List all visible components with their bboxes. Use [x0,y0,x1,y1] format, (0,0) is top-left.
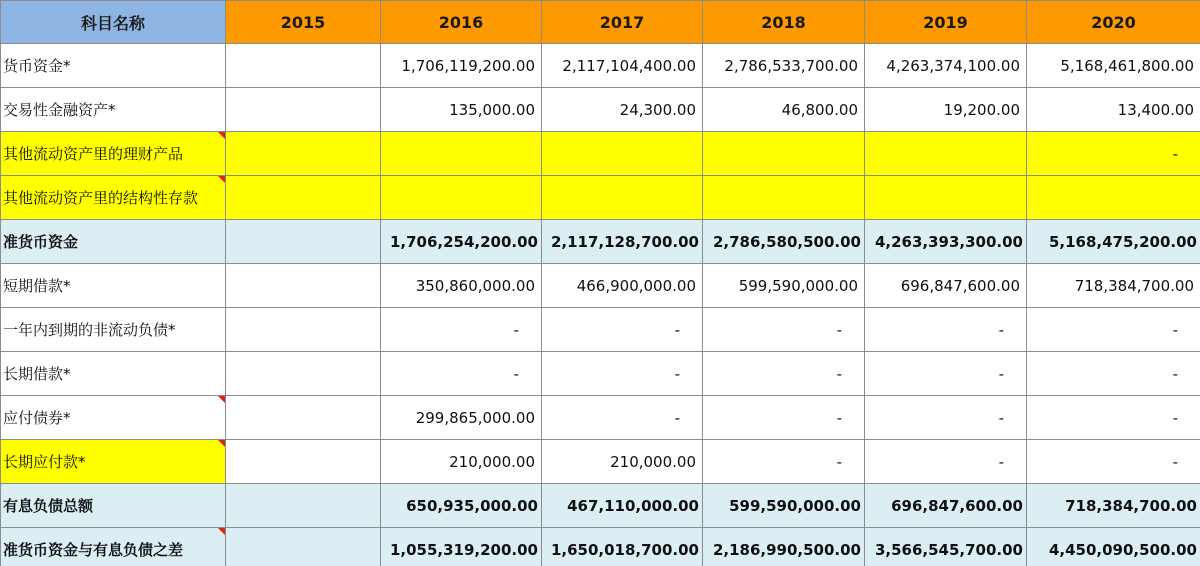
value-cell[interactable]: 4,263,374,100.00 [865,44,1027,88]
value-cell[interactable] [226,308,381,352]
value-cell[interactable]: 4,450,090,500.00 [1027,528,1200,566]
value-cell[interactable]: - [703,308,865,352]
row-label-cell[interactable]: 其他流动资产里的结构性存款 [1,176,226,220]
value-cell[interactable] [226,44,381,88]
value-cell[interactable]: - [1027,132,1200,176]
value-cell[interactable] [703,176,865,220]
value-cell[interactable] [226,220,381,264]
value-cell[interactable]: 599,590,000.00 [703,264,865,308]
table-row-subtotal [1,484,1200,528]
value-cell[interactable]: 1,055,319,200.00 [381,528,542,566]
value-cell[interactable]: 696,847,600.00 [865,264,1027,308]
value-cell[interactable]: 210,000.00 [542,440,703,484]
value-cell[interactable]: - [703,352,865,396]
row-label-cell[interactable]: 其他流动资产里的理财产品 [1,132,226,176]
value-cell[interactable]: - [865,352,1027,396]
value-cell[interactable]: - [1027,396,1200,440]
value-cell[interactable]: 24,300.00 [542,88,703,132]
value-cell[interactable]: 46,800.00 [703,88,865,132]
row-label-cell[interactable]: 货币资金* [1,44,226,88]
value-cell[interactable] [226,264,381,308]
header-cell-year[interactable]: 2016 [381,1,542,44]
row-label-cell[interactable]: 有息负债总额 [1,484,226,528]
value-cell[interactable]: - [865,396,1027,440]
header-cell-year[interactable]: 2015 [226,1,381,44]
table-row-subtotal [1,528,1200,566]
value-cell[interactable]: 5,168,461,800.00 [1027,44,1200,88]
value-cell[interactable]: 3,566,545,700.00 [865,528,1027,566]
value-cell[interactable]: 19,200.00 [865,88,1027,132]
value-cell[interactable]: 210,000.00 [381,440,542,484]
table-row [1,44,1200,88]
value-cell[interactable]: 2,186,990,500.00 [703,528,865,566]
header-cell-year[interactable]: 2020 [1027,1,1200,44]
value-cell[interactable]: 350,860,000.00 [381,264,542,308]
value-cell[interactable]: 1,706,254,200.00 [381,220,542,264]
value-cell[interactable] [226,352,381,396]
header-row [1,1,1200,44]
table-row-subtotal [1,220,1200,264]
table-row [1,264,1200,308]
value-cell[interactable]: - [542,352,703,396]
value-cell[interactable] [226,484,381,528]
value-cell[interactable]: 4,263,393,300.00 [865,220,1027,264]
row-label-cell[interactable]: 应付债券* [1,396,226,440]
value-cell[interactable] [226,132,381,176]
value-cell[interactable]: 650,935,000.00 [381,484,542,528]
row-label-cell[interactable]: 长期借款* [1,352,226,396]
value-cell[interactable] [381,132,542,176]
value-cell[interactable]: - [1027,308,1200,352]
value-cell[interactable] [226,440,381,484]
value-cell[interactable]: - [703,396,865,440]
value-cell[interactable] [1027,176,1200,220]
row-label-cell[interactable]: 交易性金融资产* [1,88,226,132]
table-row [1,308,1200,352]
value-cell[interactable]: 5,168,475,200.00 [1027,220,1200,264]
value-cell[interactable]: - [1027,352,1200,396]
table-row [1,352,1200,396]
row-label-cell[interactable]: 短期借款* [1,264,226,308]
table-row [1,176,1200,220]
row-label-cell[interactable]: 准货币资金与有息负债之差 [1,528,226,566]
value-cell[interactable]: 718,384,700.00 [1027,484,1200,528]
value-cell[interactable] [865,132,1027,176]
value-cell[interactable]: 135,000.00 [381,88,542,132]
value-cell[interactable]: 1,706,119,200.00 [381,44,542,88]
value-cell[interactable] [865,176,1027,220]
value-cell[interactable] [542,176,703,220]
row-label-cell[interactable]: 长期应付款* [1,440,226,484]
value-cell[interactable] [381,176,542,220]
value-cell[interactable]: 696,847,600.00 [865,484,1027,528]
value-cell[interactable]: - [542,396,703,440]
value-cell[interactable] [703,132,865,176]
table-row [1,396,1200,440]
value-cell[interactable] [226,396,381,440]
value-cell[interactable] [542,132,703,176]
value-cell[interactable]: - [381,352,542,396]
value-cell[interactable]: 299,865,000.00 [381,396,542,440]
row-label-cell[interactable]: 一年内到期的非流动负债* [1,308,226,352]
value-cell[interactable]: 2,786,580,500.00 [703,220,865,264]
value-cell[interactable]: 13,400.00 [1027,88,1200,132]
value-cell[interactable]: 1,650,018,700.00 [542,528,703,566]
value-cell[interactable]: - [703,440,865,484]
value-cell[interactable]: 718,384,700.00 [1027,264,1200,308]
value-cell[interactable]: 466,900,000.00 [542,264,703,308]
table-row [1,440,1200,484]
value-cell[interactable] [226,528,381,566]
value-cell[interactable]: - [381,308,542,352]
header-cell-year[interactable]: 2017 [542,1,703,44]
value-cell[interactable]: 2,117,104,400.00 [542,44,703,88]
header-cell-year[interactable]: 2018 [703,1,865,44]
header-cell-label[interactable]: 科目名称 [1,1,226,44]
value-cell[interactable] [226,88,381,132]
value-cell[interactable]: - [865,440,1027,484]
value-cell[interactable]: - [1027,440,1200,484]
value-cell[interactable]: 2,786,533,700.00 [703,44,865,88]
value-cell[interactable] [226,176,381,220]
row-label-cell[interactable]: 准货币资金 [1,220,226,264]
value-cell[interactable]: - [542,308,703,352]
value-cell[interactable]: 2,117,128,700.00 [542,220,703,264]
value-cell[interactable]: 599,590,000.00 [703,484,865,528]
header-cell-year[interactable]: 2019 [865,1,1027,44]
table-row [1,132,1200,176]
table-row [1,88,1200,132]
value-cell[interactable]: - [865,308,1027,352]
value-cell[interactable]: 467,110,000.00 [542,484,703,528]
